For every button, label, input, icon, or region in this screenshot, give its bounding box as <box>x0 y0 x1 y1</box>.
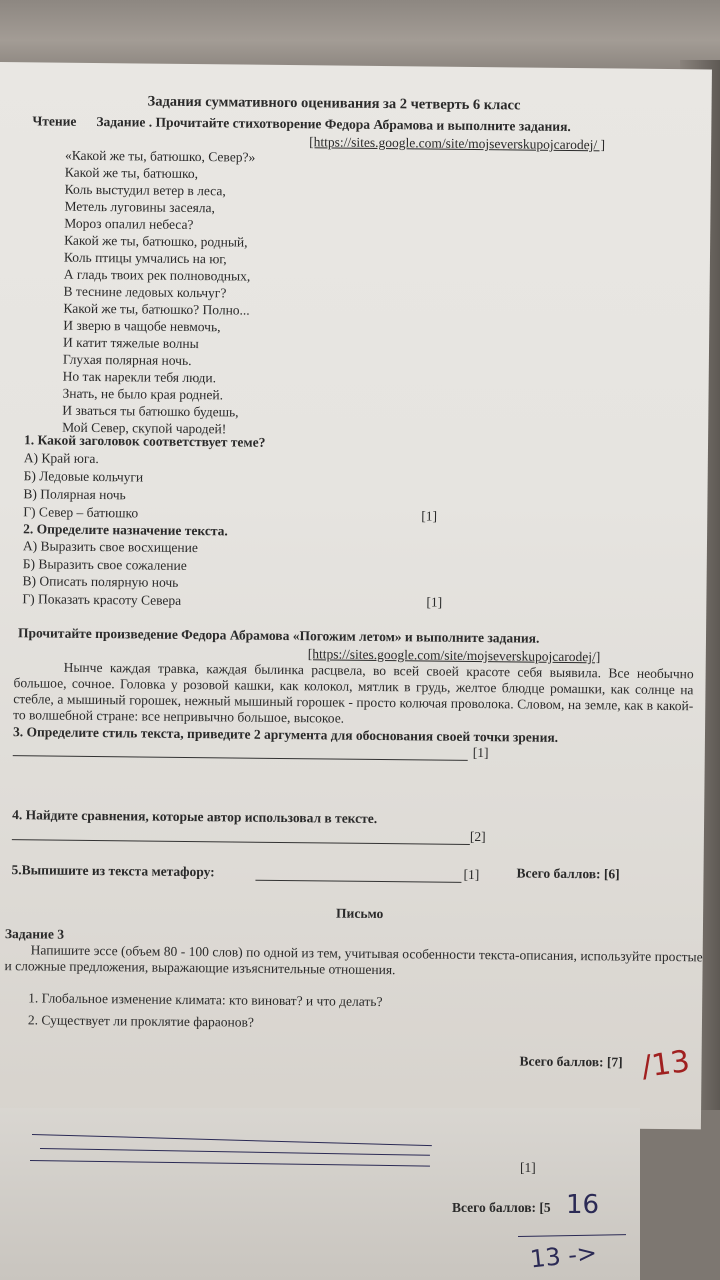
task-intro: Задание . Прочитайте стихотворение Федора Абрамова и выполните задания. <box>96 114 571 134</box>
source-link-1: [https://sites.google.com/site/mojseverskupojcarodej/ ] <box>309 134 606 153</box>
question-3: 3. Определите стиль текста, приведите 2 аргумента для обоснования своей точки зрения. <box>12 724 559 745</box>
poem-line: Мороз опалил небеса? <box>64 215 194 233</box>
poem-line: И катит тяжелые волны <box>62 334 199 352</box>
lower-sheet-total: Всего баллов: [5 <box>452 1200 551 1215</box>
writing-task-label: Задание 3 <box>4 926 65 942</box>
poem-line: Знать, не было края родней. <box>62 385 224 403</box>
question-4-points: [2] <box>469 828 486 845</box>
poem-line: Коль выстудил ветер в леса, <box>64 181 226 199</box>
reading-label: Чтение <box>32 113 77 129</box>
answer-option: Г) Показать красоту Севера <box>22 590 182 608</box>
poem-line: И зваться ты батюшко будешь, <box>62 402 239 420</box>
question-5: 5.Выпишите из текста метафору: <box>11 862 215 880</box>
answer-option: В) Полярная ночь <box>23 486 126 503</box>
poem-line: Мой Север, скупой чародей! <box>62 419 227 437</box>
poem-line: Но так нарекли тебя люди. <box>62 368 217 386</box>
poem-line: А гладь твоих рек полноводных, <box>63 266 251 284</box>
poem-line: Какой же ты, батюшко, <box>64 164 199 182</box>
lower-sheet-points: [1] <box>520 1160 536 1175</box>
answer-option: В) Описать полярную ночь <box>22 573 179 590</box>
writing-instruction: Напишите эссе (объем 80 - 100 слов) по одной из тем, учитывая особенности текста-описания, используйте простые и сложные предложения, выражающие изъяснительные отношения. <box>4 942 703 978</box>
question-2-points: [1] <box>426 594 443 610</box>
section-total-1: Всего баллов: [6] <box>516 865 620 882</box>
handwritten-sum: 13 -> <box>528 1238 599 1274</box>
writing-heading: Письмо <box>336 905 384 922</box>
poem-line: В теснине ледовых кольчуг? <box>63 283 227 301</box>
question-3-points: [1] <box>472 744 489 761</box>
excerpt-text: Нынче каждая травка, каждая былинка расцвела, во всей своей красоте себя выявила. Все необычно большое, сочное. Головка у розовой кашки, как колокол, мятлик в грудь, желтое блюдце ромашки, как солнце на стебле, а мышиный горошек, нежный мышиный горошек - просто колючая проволока. Словом, на земле, как в какой-то волшебной стране: все непривычно большое, высокое. <box>13 659 694 726</box>
section-total-2: Всего баллов: [7] <box>519 1053 623 1070</box>
answer-option: А) Край юга. <box>23 450 99 467</box>
essay-topic: 1. Глобальное изменение климата: кто виноват? и что делать? <box>28 990 383 1010</box>
answer-line-3 <box>13 755 468 761</box>
question-5-points: [1] <box>463 866 480 883</box>
answer-line-5 <box>255 880 461 883</box>
pen-line <box>30 1160 430 1167</box>
answer-line-4 <box>12 839 470 845</box>
poem-line: «Какой же ты, батюшко, Север?» <box>64 147 256 165</box>
poem-line: И зверю в чащобе невмочь, <box>63 317 221 335</box>
answer-option: Г) Север – батюшко <box>23 504 139 521</box>
part2-intro: Прочитайте произведение Федора Абрамова «Погожим летом» и выполните задания. <box>17 625 540 646</box>
poem-line: Метель луговины засеяла, <box>64 198 216 216</box>
answer-option: А) Выразить свое восхищение <box>22 538 198 556</box>
poem-line: Коль птицы умчались на юг, <box>63 249 227 267</box>
question-1: 1. Какой заголовок соответствует теме? <box>23 432 266 450</box>
handwritten-grade: /13 <box>639 1044 692 1085</box>
pen-line <box>518 1234 626 1237</box>
pen-line <box>40 1148 430 1156</box>
poem-line: Какой же ты, батюшко, родный, <box>64 232 248 250</box>
essay-topic: 2. Существует ли проклятие фараонов? <box>27 1012 254 1030</box>
source-link-2: [https://sites.google.com/site/mojseverskupojcarodej/] <box>307 646 601 665</box>
question-1-points: [1] <box>421 508 438 524</box>
poem-line: Глухая полярная ночь. <box>62 351 192 369</box>
page-title: Задания суммативного оценивания за 2 четверть 6 класс <box>147 93 521 114</box>
question-4: 4. Найдите сравнения, которые автор использовал в тексте. <box>12 807 378 826</box>
lower-sheet <box>0 1108 640 1280</box>
question-2: 2. Определите назначение текста. <box>23 521 228 539</box>
poem-line: Какой же ты, батюшко? Полно... <box>63 300 250 318</box>
handwritten-score: 16 <box>566 1190 600 1220</box>
answer-option: Б) Выразить свое сожаление <box>22 555 187 573</box>
worksheet-page <box>0 62 712 1129</box>
answer-option: Б) Ледовые кольчуги <box>23 468 144 485</box>
pen-line <box>32 1134 432 1146</box>
